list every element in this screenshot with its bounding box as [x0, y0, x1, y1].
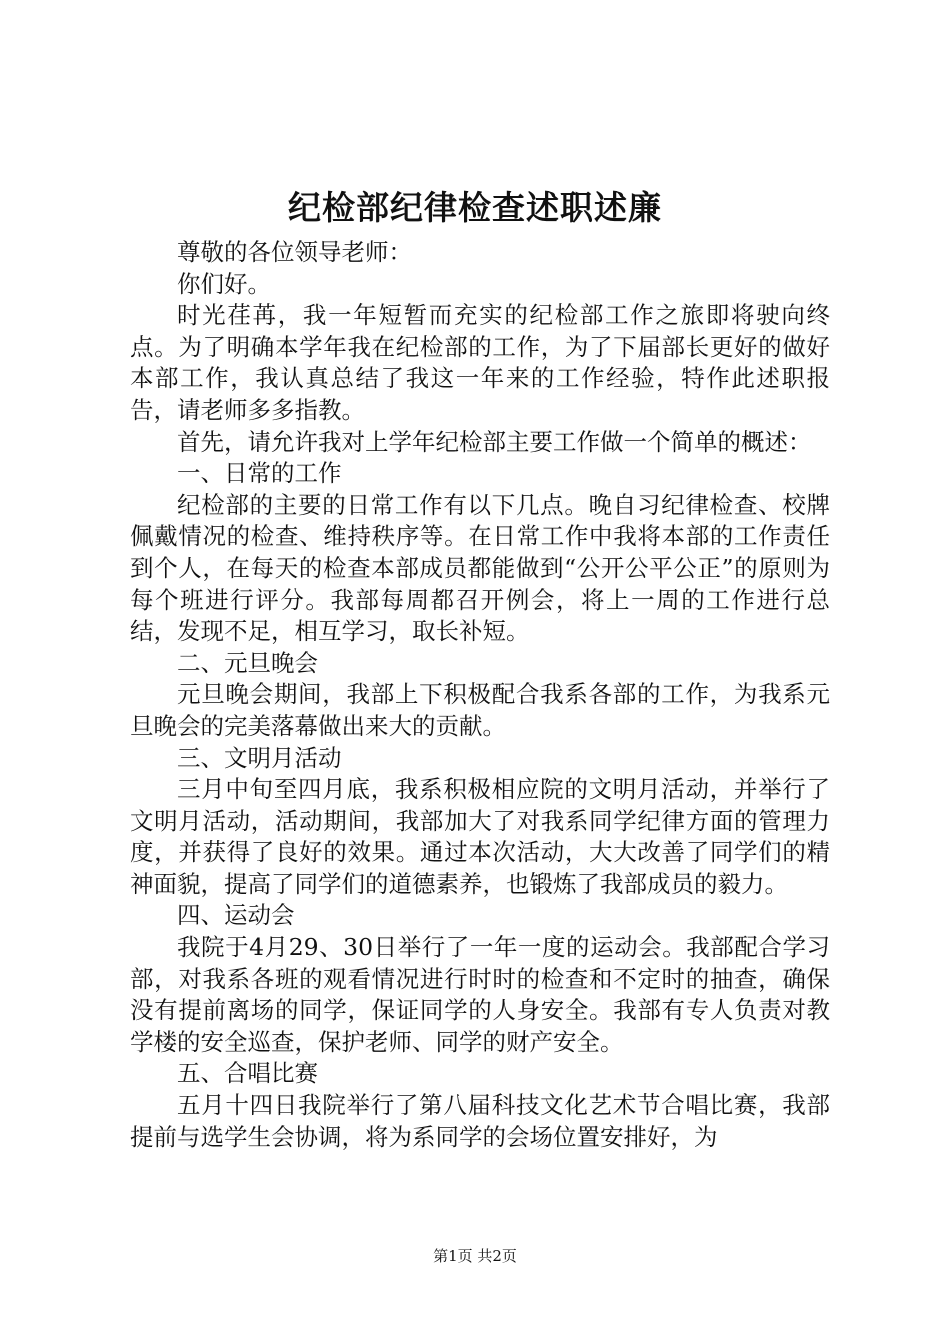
section-heading-new-year-gala: 二、元旦晚会: [177, 648, 318, 677]
section-heading-civility-month: 三、文明月活动: [177, 743, 342, 772]
section-heading-daily-work: 一、日常的工作: [177, 459, 342, 488]
overview-paragraph: 首先，请允许我对上学年纪检部主要工作做一个简单的概述：: [177, 427, 812, 456]
greeting: 你们好。: [177, 269, 271, 298]
daily-work-paragraph: 纪检部的主要的日常工作有以下几点。晚自习纪律检查、校牌佩戴情况的检查、维持秩序等。在日常工作中我将本部的工作责任到个人，在每天的检查本部成员都能做到“公开公平公正”的原则为每个班进行评分。我部每周都召开例会，将上一周的工作进行总结，发现不足，相互学习，取长补短。: [130, 490, 830, 646]
page-number-footer: 第1页 共2页: [433, 1247, 517, 1265]
section-heading-sports-meet: 四、运动会: [177, 901, 295, 930]
choir-contest-paragraph: 五月十四日我院举行了第八届科技文化艺术节合唱比赛，我部提前与选学生会协调，将为系同学的会场位置安排好，为: [130, 1091, 830, 1151]
sports-meet-paragraph: 我院于4月29、30日举行了一年一度的运动会。我部配合学习部，对我系各班的观看情况进行时时的检查和不定时的抽查，确保没有提前离场的同学，保证同学的人身安全。我部有专人负责对教学楼的安全巡查，保护老师、同学的财产安全。: [130, 933, 830, 1056]
section-heading-choir-contest: 五、合唱比赛: [177, 1059, 318, 1088]
intro-paragraph: 时光荏苒，我一年短暂而充实的纪检部工作之旅即将驶向终点。为了明确本学年我在纪检部的工作，为了下届部长更好的做好本部工作，我认真总结了我这一年来的工作经验，特作此述职报告，请老师多多指教。: [130, 301, 830, 424]
new-year-gala-paragraph: 元旦晚会期间，我部上下积极配合我系各部的工作，为我系元旦晚会的完美落幕做出来大的贡献。: [130, 680, 830, 740]
salutation: 尊敬的各位领导老师：: [177, 238, 412, 266]
civility-month-paragraph: 三月中旬至四月底，我系积极相应院的文明月活动，并举行了文明月活动，活动期间，我部加大了对我系同学纪律方面的管理力度，并获得了良好的效果。通过本次活动，大大改善了同学们的精神面貌，提高了同学们的道德素养，也锻炼了我部成员的毅力。: [130, 775, 830, 898]
document-body: [130, 237, 830, 1153]
document-title: 纪检部纪律检查述职述廉: [288, 188, 662, 227]
